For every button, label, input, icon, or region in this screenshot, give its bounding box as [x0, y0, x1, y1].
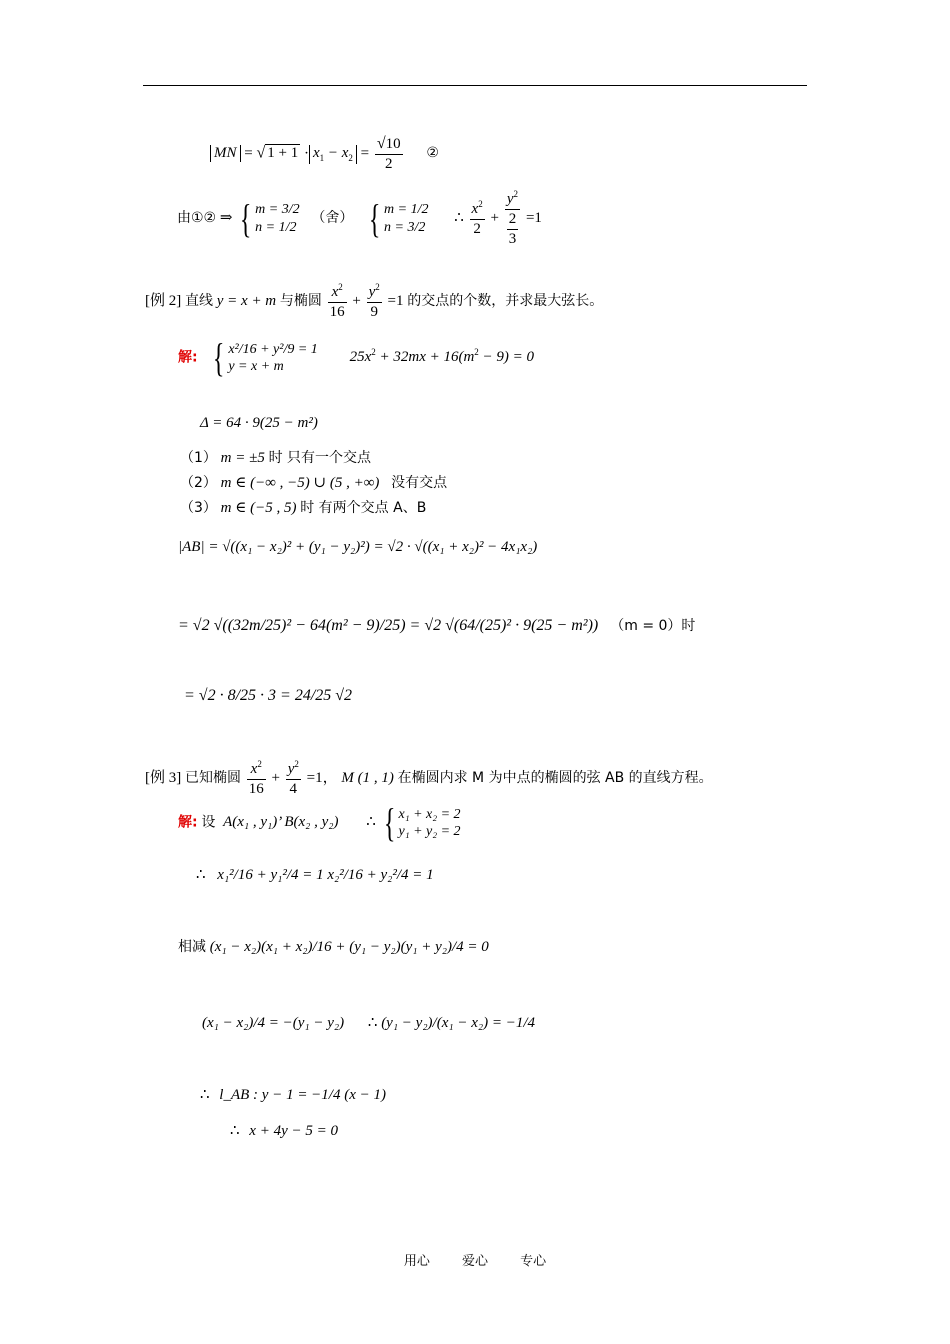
from-label: 由①②	[177, 209, 217, 226]
example3-label: [例 3]	[145, 769, 182, 786]
case-3: （3） m ∈ (−5 , 5) 时 有两个交点 A、B	[180, 500, 427, 516]
example3-statement: [例 3] 已知椭圆 $\frac{x^2}{16}$ + $\frac{y^2}{4}$ =1， M (1 , 1) 在椭圆内求 M 为中点的椭圆的弦 AB 的直线方程。	[145, 759, 713, 797]
solution-label: 解:	[178, 349, 198, 366]
footer-text-1: 用心	[403, 1254, 430, 1269]
delta-line: Δ = 64 · 9(25 − m²)	[200, 415, 318, 431]
example3-setup: 解: 设 A(x₁ , y₁)’ B(x₂ , y₂) ∴ { x₁ + x₂ = 2 y₁ + y₂ = 2	[178, 800, 461, 845]
m-condition: （m = 0）时	[610, 618, 696, 634]
reject-label: （舍）	[311, 209, 354, 226]
ab-length-line-3: = √2 · 8/25 · 3 = 24/25 √2	[184, 687, 353, 704]
example2-statement: [例 2] 直线 y = x + m 与椭圆 $\frac{x^2}{16}$ + $\frac{y^2}{9}$ =1 的交点的个数，并求最大弦长。	[145, 282, 604, 320]
mn-length-equation: MN = √ $1 + 1 \cdot x_1 - x_2$ = $\frac{√10}{2}$ ②	[210, 136, 439, 172]
page-footer	[0, 1250, 950, 1269]
ab-length-line-1: |AB| = √((x₁ − x₂)² + (y₁ − y₂)²) = √2 · √((x₁ + x₂)² − 4x₁x₂)	[178, 539, 538, 555]
therefore-symbol: ∴	[454, 209, 464, 226]
example2-solution-system: 解: { x²/16 + y²/9 = 1 y = x + m $25x^2 + 32mx + 16(m^2 - 9) = 0$	[178, 335, 535, 380]
header-rule	[143, 85, 807, 86]
example3-subtract: 相减 (x₁ − x₂)(x₁ + x₂)/16 + (y₁ − y₂)(y₁ + y₂)/4 = 0	[178, 939, 489, 955]
case-1: （1） m = ±5 时 只有一个交点	[180, 450, 372, 466]
footer-text-2: 爱心	[461, 1254, 488, 1269]
example3-line-ab: ∴ l_AB : y − 1 = −1/4 (x − 1)	[200, 1087, 386, 1103]
ab-length-line-2: = √2 √((32m/25)² − 64(m² − 9)/25) = √2 √(64/(25)² · 9(25 − m²)) （m = 0）时	[178, 617, 696, 634]
example2-label: [例 2]	[145, 292, 182, 309]
case-2: （2） m ∈ (−∞ , −5) ∪ (5 , +∞) 没有交点	[180, 475, 448, 491]
example3-point-equations: ∴ x₁²/16 + y₁²/4 = 1 x₂²/16 + y₂²/4 = 1	[196, 867, 434, 883]
solution-label-2: 解:	[178, 814, 198, 831]
example3-final: ∴ x + 4y − 5 = 0	[230, 1123, 338, 1139]
arrow: ⇒	[219, 209, 233, 226]
circle-two-marker: ②	[426, 145, 439, 162]
example3-step: (x₁ − x₂)/4 = −(y₁ − y₂) ∴ (y₁ − y₂)/(x₁ − x₂) = −1/4	[202, 1015, 535, 1031]
footer-text-3: 专心	[520, 1254, 547, 1269]
solution-system-line: 由①② ⇒ { m = 3/2 n = 1/2 （舍） { m = 1/2 n = 3/2 ∴ $\frac{x^2}{2}$ + $\frac{y^2}{\frac{2}{3}}$ =1	[177, 189, 542, 247]
